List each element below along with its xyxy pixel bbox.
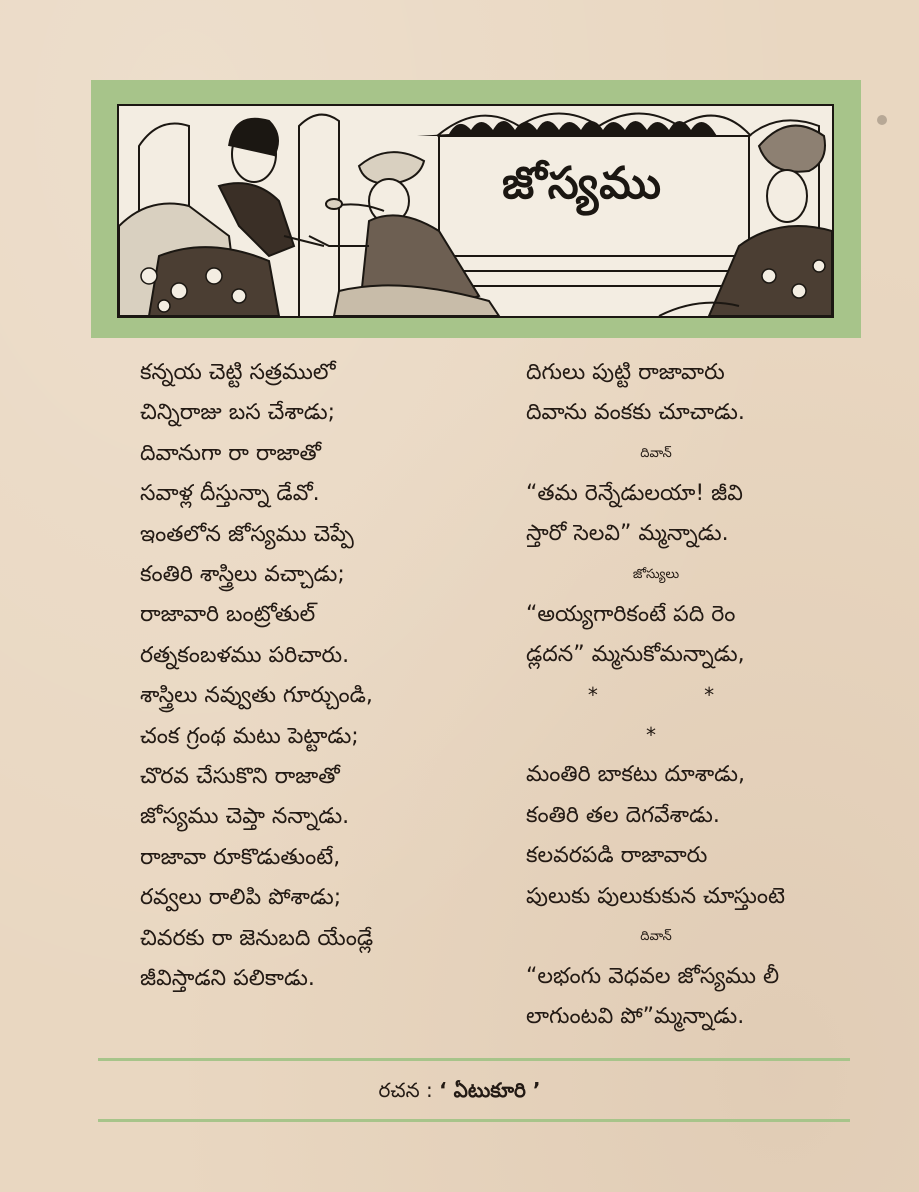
speaker-label: దివాన్ [640, 929, 672, 945]
verse-line: ఇంతలోన జోస్యము చెప్పే [140, 521, 354, 547]
verse-line: సవాళ్ల దీస్తున్నా డేవో. [140, 481, 320, 507]
left-verse-column [140, 353, 470, 1000]
verse-line: “అయ్యగారికంటే పది రెం [526, 601, 736, 627]
footer-rule-top [98, 1058, 850, 1061]
verse-line: శాస్త్రిలు నవ్వుతు గూర్చుండి, [140, 683, 373, 709]
paper-speck [877, 115, 887, 125]
verse-line: లాగుంటవి పో”మ్మన్నాడు. [526, 1004, 745, 1030]
verse-line: “తమ రెన్నేడులయా! జీవి [526, 480, 743, 506]
verse-line: చొరవ చేసుకొని రాజాతో [140, 764, 340, 790]
credit-label: రచన : [378, 1078, 433, 1102]
title-plaque [452, 148, 712, 230]
speaker-label: దివాన్ [640, 445, 672, 461]
verse-line: మంతిరి బాకటు దూశాడు, [526, 762, 746, 788]
author-credit [0, 1072, 919, 1108]
speaker-label: జోస్యులు [632, 566, 680, 582]
verse-line: జీవిస్తాడని పలికాడు. [140, 966, 315, 992]
verse-line: కలవరపడి రాజావారు [526, 843, 708, 869]
verse-line: దిగులు పుట్టి రాజావారు [526, 360, 725, 385]
verse-line: దివాను వంకకు చూచాడు. [526, 400, 745, 426]
verse-line: చంక గ్రంథ మటు పెట్టాడు; [140, 723, 359, 749]
verse-line: రవ్వలు రాలిపి పోశాడు; [140, 885, 342, 911]
verse-line: స్తారో సెలవి” మ్మన్నాడు. [526, 521, 729, 547]
verse-line: డ్లదన” మ్మనుకోమన్నాడు, [526, 642, 745, 668]
footer-rule-bottom [98, 1119, 850, 1122]
verse-line: రత్నకంబళము పరిచారు. [140, 642, 350, 668]
verse-line: కంతిరి తల దెగవేశాడు. [526, 802, 720, 828]
verse-line: కన్నయ చెట్టి సత్రములో [140, 360, 336, 385]
verse-line: దివానుగా రా రాజాతో [140, 440, 321, 466]
verse-line: చివరకు రా జెనుబది యేండ్లే [140, 925, 374, 951]
credit-author: ‘ ఏటుకూరి ’ [439, 1078, 541, 1102]
verse-line: “లభంగు వెధవల జోస్యము లీ [526, 964, 780, 990]
right-verse-column [526, 353, 846, 1038]
verse-line: రాజావా రూకొడుతుంటే, [140, 844, 341, 870]
verse-line: కంతిరి శాస్త్రిలు వచ్చాడు; [140, 562, 345, 588]
verse-line: పులుకు పులుకుకున చూస్తుంటె [526, 883, 785, 909]
section-separator: * * * [587, 683, 765, 748]
verse-line: చిన్నిరాజు బస చేశాడు; [140, 400, 336, 426]
verse-line: రాజావారి బంట్రోతుల్ [140, 602, 316, 628]
verse-line: జోస్యము చెప్తా నన్నాడు. [140, 804, 350, 830]
page-title: జోస్యము [501, 158, 663, 209]
